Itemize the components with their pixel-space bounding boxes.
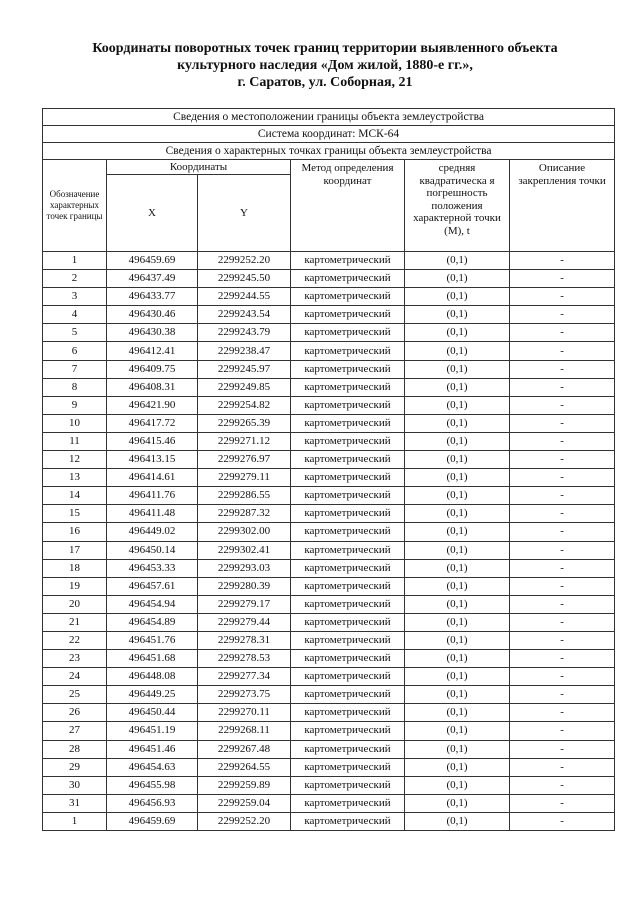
table-row	[43, 360, 615, 378]
cell-point-id: 23	[43, 650, 107, 668]
cell-method: картометрический	[291, 740, 405, 758]
cell-x: 496449.25	[107, 686, 198, 704]
cell-y: 2299279.11	[198, 469, 291, 487]
cell-x: 496411.48	[107, 505, 198, 523]
cell-description: -	[510, 414, 615, 432]
cell-x: 496414.61	[107, 469, 198, 487]
cell-point-id: 12	[43, 451, 107, 469]
cell-y: 2299302.41	[198, 541, 291, 559]
cell-x: 496450.14	[107, 541, 198, 559]
table-row	[43, 451, 615, 469]
table-row	[43, 252, 615, 270]
cell-description: -	[510, 541, 615, 559]
cell-point-id: 20	[43, 595, 107, 613]
cell-y: 2299280.39	[198, 577, 291, 595]
cell-point-id: 18	[43, 559, 107, 577]
cell-description: -	[510, 523, 615, 541]
header-description: Описание закрепления точки	[510, 160, 615, 252]
table-row	[43, 505, 615, 523]
table-row	[43, 613, 615, 631]
cell-method: картометрический	[291, 722, 405, 740]
table-row	[43, 794, 615, 812]
cell-error: (0,1)	[405, 559, 510, 577]
cell-x: 496413.15	[107, 451, 198, 469]
header-error: средняя квадратическа я погрешность положения характерной точки (М), t	[405, 160, 510, 252]
cell-description: -	[510, 776, 615, 794]
header-y: Y	[198, 175, 291, 252]
cell-description: -	[510, 487, 615, 505]
cell-error: (0,1)	[405, 631, 510, 649]
cell-method: картометрический	[291, 451, 405, 469]
cell-description: -	[510, 686, 615, 704]
table-row	[43, 541, 615, 559]
cell-x: 496415.46	[107, 432, 198, 450]
cell-method: картометрический	[291, 306, 405, 324]
cell-description: -	[510, 559, 615, 577]
cell-y: 2299273.75	[198, 686, 291, 704]
cell-x: 496451.46	[107, 740, 198, 758]
cell-description: -	[510, 324, 615, 342]
cell-point-id: 14	[43, 487, 107, 505]
cell-point-id: 24	[43, 668, 107, 686]
header-point-id: Обозначение характерных точек границы	[43, 160, 107, 252]
cell-point-id: 26	[43, 704, 107, 722]
cell-y: 2299245.97	[198, 360, 291, 378]
cell-error: (0,1)	[405, 523, 510, 541]
cell-description: -	[510, 577, 615, 595]
cell-method: картометрический	[291, 396, 405, 414]
cell-method: картометрический	[291, 252, 405, 270]
cell-y: 2299238.47	[198, 342, 291, 360]
cell-method: картометрический	[291, 595, 405, 613]
cell-method: картометрический	[291, 288, 405, 306]
cell-error: (0,1)	[405, 577, 510, 595]
cell-method: картометрический	[291, 704, 405, 722]
cell-y: 2299302.00	[198, 523, 291, 541]
table-row	[43, 722, 615, 740]
cell-point-id: 21	[43, 613, 107, 631]
cell-x: 496454.63	[107, 758, 198, 776]
cell-method: картометрический	[291, 324, 405, 342]
cell-description: -	[510, 252, 615, 270]
cell-method: картометрический	[291, 469, 405, 487]
cell-x: 496459.69	[107, 252, 198, 270]
table-row	[43, 686, 615, 704]
cell-point-id: 3	[43, 288, 107, 306]
cell-point-id: 15	[43, 505, 107, 523]
cell-method: картометрический	[291, 270, 405, 288]
cell-description: -	[510, 270, 615, 288]
table-row	[43, 414, 615, 432]
cell-method: картометрический	[291, 414, 405, 432]
cell-method: картометрический	[291, 505, 405, 523]
cell-x: 496450.44	[107, 704, 198, 722]
cell-error: (0,1)	[405, 650, 510, 668]
cell-x: 496430.38	[107, 324, 198, 342]
table-row	[43, 595, 615, 613]
cell-error: (0,1)	[405, 541, 510, 559]
cell-y: 2299270.11	[198, 704, 291, 722]
cell-error: (0,1)	[405, 758, 510, 776]
cell-x: 496412.41	[107, 342, 198, 360]
header-coordinates: Координаты	[107, 160, 291, 175]
table-row	[43, 758, 615, 776]
cell-point-id: 9	[43, 396, 107, 414]
cell-point-id: 16	[43, 523, 107, 541]
cell-y: 2299268.11	[198, 722, 291, 740]
cell-error: (0,1)	[405, 342, 510, 360]
cell-error: (0,1)	[405, 324, 510, 342]
cell-point-id: 4	[43, 306, 107, 324]
cell-y: 2299249.85	[198, 378, 291, 396]
cell-x: 496430.46	[107, 306, 198, 324]
cell-point-id: 5	[43, 324, 107, 342]
cell-method: картометрический	[291, 523, 405, 541]
cell-point-id: 31	[43, 794, 107, 812]
cell-description: -	[510, 432, 615, 450]
cell-y: 2299243.54	[198, 306, 291, 324]
header-x: X	[107, 175, 198, 252]
cell-method: картометрический	[291, 776, 405, 794]
table-row	[43, 324, 615, 342]
cell-error: (0,1)	[405, 252, 510, 270]
coordinate-system: Система координат: МСК-64	[43, 126, 615, 143]
cell-x: 496451.76	[107, 631, 198, 649]
cell-method: картометрический	[291, 577, 405, 595]
cell-point-id: 30	[43, 776, 107, 794]
cell-x: 496411.76	[107, 487, 198, 505]
cell-x: 496459.69	[107, 812, 198, 830]
cell-method: картометрический	[291, 360, 405, 378]
cell-error: (0,1)	[405, 740, 510, 758]
cell-y: 2299252.20	[198, 252, 291, 270]
table-row	[43, 523, 615, 541]
cell-y: 2299267.48	[198, 740, 291, 758]
cell-x: 496457.61	[107, 577, 198, 595]
cell-point-id: 6	[43, 342, 107, 360]
cell-method: картометрический	[291, 487, 405, 505]
cell-point-id: 10	[43, 414, 107, 432]
document-title	[60, 40, 590, 91]
cell-description: -	[510, 288, 615, 306]
cell-point-id: 1	[43, 252, 107, 270]
cell-description: -	[510, 650, 615, 668]
cell-y: 2299264.55	[198, 758, 291, 776]
cell-x: 496454.94	[107, 595, 198, 613]
cell-description: -	[510, 812, 615, 830]
cell-point-id: 11	[43, 432, 107, 450]
cell-error: (0,1)	[405, 432, 510, 450]
cell-y: 2299278.31	[198, 631, 291, 649]
table-row	[43, 650, 615, 668]
table-row	[43, 378, 615, 396]
cell-error: (0,1)	[405, 505, 510, 523]
cell-y: 2299265.39	[198, 414, 291, 432]
cell-point-id: 1	[43, 812, 107, 830]
table-row	[43, 668, 615, 686]
table-row	[43, 812, 615, 830]
cell-error: (0,1)	[405, 722, 510, 740]
cell-method: картометрический	[291, 668, 405, 686]
cell-y: 2299259.04	[198, 794, 291, 812]
cell-error: (0,1)	[405, 306, 510, 324]
cell-x: 496448.08	[107, 668, 198, 686]
table-row	[43, 776, 615, 794]
cell-description: -	[510, 631, 615, 649]
cell-method: картометрический	[291, 613, 405, 631]
cell-error: (0,1)	[405, 469, 510, 487]
cell-error: (0,1)	[405, 396, 510, 414]
cell-description: -	[510, 505, 615, 523]
table-row	[43, 432, 615, 450]
cell-description: -	[510, 722, 615, 740]
cell-y: 2299244.55	[198, 288, 291, 306]
cell-error: (0,1)	[405, 812, 510, 830]
cell-method: картометрический	[291, 559, 405, 577]
cell-y: 2299286.55	[198, 487, 291, 505]
cell-y: 2299245.50	[198, 270, 291, 288]
cell-description: -	[510, 360, 615, 378]
cell-description: -	[510, 740, 615, 758]
cell-error: (0,1)	[405, 668, 510, 686]
title-line-3: г. Саратов, ул. Соборная, 21	[237, 75, 413, 90]
cell-error: (0,1)	[405, 613, 510, 631]
cell-x: 496437.49	[107, 270, 198, 288]
cell-x: 496451.68	[107, 650, 198, 668]
cell-error: (0,1)	[405, 451, 510, 469]
cell-point-id: 19	[43, 577, 107, 595]
cell-y: 2299252.20	[198, 812, 291, 830]
cell-point-id: 17	[43, 541, 107, 559]
cell-method: картометрический	[291, 794, 405, 812]
table-row	[43, 740, 615, 758]
cell-description: -	[510, 704, 615, 722]
cell-description: -	[510, 613, 615, 631]
cell-error: (0,1)	[405, 776, 510, 794]
cell-method: картометрический	[291, 631, 405, 649]
cell-x: 496456.93	[107, 794, 198, 812]
cell-description: -	[510, 378, 615, 396]
cell-description: -	[510, 342, 615, 360]
table-row	[43, 469, 615, 487]
cell-description: -	[510, 451, 615, 469]
cell-error: (0,1)	[405, 360, 510, 378]
cell-x: 496417.72	[107, 414, 198, 432]
coordinates-table	[42, 108, 615, 831]
cell-description: -	[510, 595, 615, 613]
cell-error: (0,1)	[405, 270, 510, 288]
section-title: Сведения о местоположении границы объекта землеустройства	[43, 109, 615, 126]
table-row	[43, 487, 615, 505]
cell-error: (0,1)	[405, 378, 510, 396]
cell-description: -	[510, 396, 615, 414]
cell-x: 496433.77	[107, 288, 198, 306]
cell-y: 2299277.34	[198, 668, 291, 686]
cell-method: картометрический	[291, 432, 405, 450]
table-row	[43, 396, 615, 414]
table-row	[43, 342, 615, 360]
table-row	[43, 704, 615, 722]
cell-description: -	[510, 794, 615, 812]
cell-method: картометрический	[291, 378, 405, 396]
cell-error: (0,1)	[405, 686, 510, 704]
table-body	[43, 252, 615, 831]
cell-method: картометрический	[291, 686, 405, 704]
cell-error: (0,1)	[405, 704, 510, 722]
cell-method: картометрический	[291, 812, 405, 830]
cell-point-id: 8	[43, 378, 107, 396]
cell-x: 496454.89	[107, 613, 198, 631]
points-title: Сведения о характерных точках границы объекта землеустройства	[43, 143, 615, 160]
cell-y: 2299254.82	[198, 396, 291, 414]
cell-error: (0,1)	[405, 288, 510, 306]
cell-x: 496455.98	[107, 776, 198, 794]
cell-description: -	[510, 668, 615, 686]
cell-x: 496453.33	[107, 559, 198, 577]
cell-y: 2299259.89	[198, 776, 291, 794]
cell-y: 2299279.44	[198, 613, 291, 631]
cell-point-id: 13	[43, 469, 107, 487]
cell-point-id: 29	[43, 758, 107, 776]
table-row	[43, 559, 615, 577]
cell-point-id: 28	[43, 740, 107, 758]
cell-point-id: 25	[43, 686, 107, 704]
cell-y: 2299271.12	[198, 432, 291, 450]
cell-point-id: 22	[43, 631, 107, 649]
table-row	[43, 306, 615, 324]
cell-x: 496409.75	[107, 360, 198, 378]
cell-x: 496449.02	[107, 523, 198, 541]
cell-y: 2299278.53	[198, 650, 291, 668]
title-line-1: Координаты поворотных точек границ территории выявленного объекта	[92, 41, 558, 56]
cell-error: (0,1)	[405, 487, 510, 505]
cell-description: -	[510, 306, 615, 324]
cell-method: картометрический	[291, 541, 405, 559]
cell-y: 2299293.03	[198, 559, 291, 577]
cell-method: картометрический	[291, 650, 405, 668]
cell-description: -	[510, 469, 615, 487]
cell-x: 496451.19	[107, 722, 198, 740]
table-row	[43, 270, 615, 288]
cell-x: 496408.31	[107, 378, 198, 396]
cell-method: картометрический	[291, 342, 405, 360]
cell-x: 496421.90	[107, 396, 198, 414]
cell-error: (0,1)	[405, 414, 510, 432]
cell-description: -	[510, 758, 615, 776]
cell-y: 2299276.97	[198, 451, 291, 469]
title-line-2: культурного наследия «Дом жилой, 1880-е гг.»,	[177, 58, 473, 73]
cell-point-id: 27	[43, 722, 107, 740]
cell-error: (0,1)	[405, 595, 510, 613]
cell-method: картометрический	[291, 758, 405, 776]
cell-error: (0,1)	[405, 794, 510, 812]
table-row	[43, 288, 615, 306]
cell-y: 2299279.17	[198, 595, 291, 613]
cell-y: 2299243.79	[198, 324, 291, 342]
cell-y: 2299287.32	[198, 505, 291, 523]
table-row	[43, 631, 615, 649]
header-method: Метод определения координат	[291, 160, 405, 252]
table-row	[43, 577, 615, 595]
cell-point-id: 2	[43, 270, 107, 288]
cell-point-id: 7	[43, 360, 107, 378]
